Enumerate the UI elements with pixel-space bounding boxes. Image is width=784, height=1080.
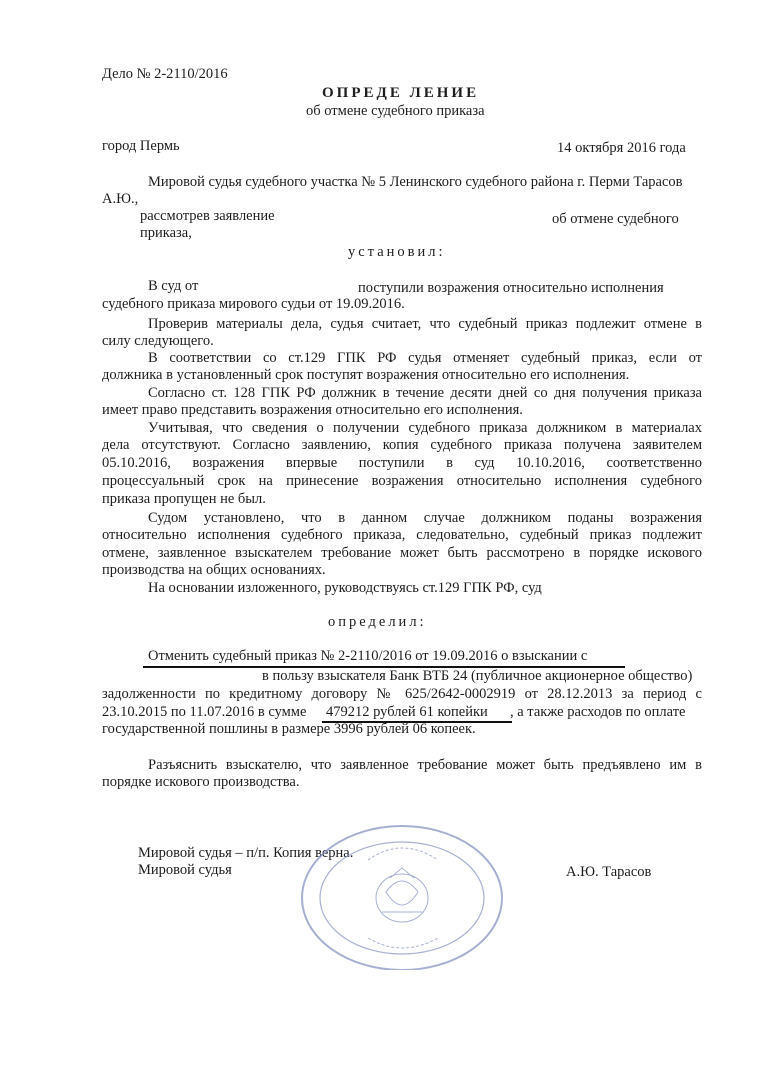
explain-line-1: Разъяснить взыскателю, что заявленное требование может быть предъявлено им в: [148, 757, 702, 773]
signature-name: А.Ю. Тарасов: [566, 864, 652, 880]
document-title: ОПРЕДЕ ЛЕНИЕ: [322, 85, 480, 101]
section-heading-opredelil: определил:: [328, 614, 427, 630]
paragraph-2-line-2: силу следующего.: [102, 333, 214, 349]
decision-line-3: задолженности по кредитному договору № 625/2642-0002919 от 28.12.2013 за период с: [102, 686, 702, 702]
intro-line-3a: рассмотрев заявление: [140, 208, 275, 224]
paragraph-3-line-1: В соответствии со ст.129 ГПК РФ судья отменяет судебный приказ, если от: [148, 350, 702, 366]
intro-line-2: А.Ю.,: [102, 191, 139, 207]
paragraph-6-line-3: отмене, заявленное взыскателем требование может быть рассмотрено в порядке искового: [102, 545, 702, 561]
paragraph-5-line-4: процессуальный срок на принесение возражения относительно исполнения судебного: [102, 473, 702, 489]
decision-line-4a: 23.10.2015 по 11.07.2016 в сумме: [102, 704, 307, 720]
paragraph-3-line-2: должника в установленный срок поступят возражения относительно его исполнения.: [102, 367, 630, 383]
paragraph-7: На основании изложенного, руководствуясь ст.129 ГПК РФ, суд: [148, 580, 542, 596]
court-seal-stamp-icon: [290, 820, 520, 970]
city: город Пермь: [102, 138, 180, 154]
paragraph-4-line-1: Согласно ст. 128 ГПК РФ должник в течение десяти дней со дня получения приказа: [148, 385, 702, 401]
paragraph-4-line-2: имеет право представить возражения относительно его исполнения.: [102, 402, 523, 418]
document-date: 14 октября 2016 года: [557, 140, 686, 156]
signature-left-line-2: Мировой судья: [138, 862, 232, 878]
paragraph-6-line-1: Судом установлено, что в данном случае должником поданы возражения: [148, 510, 702, 526]
intro-line-3b: об отмене судебного: [552, 211, 679, 227]
decision-line-4c: , а также расходов по оплате: [510, 704, 686, 720]
case-number: Дело № 2-2110/2016: [102, 66, 228, 82]
decision-line-1: Отменить судебный приказ № 2-2110/2016 от 19.09.2016 о взыскании с: [148, 648, 588, 664]
paragraph-5-line-1: Учитывая, что сведения о получении судебного приказа должником в материалах: [148, 420, 702, 436]
paragraph-6-line-2: относительно исполнения судебного приказа, следовательно, судебный приказ подлежит: [102, 527, 702, 543]
explain-line-2: порядке искового производства.: [102, 774, 300, 790]
paragraph-5-line-2: дела отсутствуют. Согласно заявлению, копия судебного приказа получена заявителем: [102, 437, 702, 453]
paragraph-6-line-4: производства на общих основаниях.: [102, 562, 326, 578]
paragraph-1-line-1b: поступили возражения относительно исполнения: [358, 280, 664, 296]
decision-amount: 479212 рублей 61 копейки: [326, 704, 488, 720]
signature-left-line-1: Мировой судья – п/п. Копия верна.: [138, 845, 354, 861]
paragraph-1-line-1a: В суд от: [148, 278, 199, 294]
paragraph-5-line-3: 05.10.2016, возражения впервые поступили в суд 10.10.2016, соответственно: [102, 455, 702, 471]
intro-line-4: приказа,: [140, 225, 192, 241]
intro-line-1: Мировой судья судебного участка № 5 Ленинского судебного района г. Перми Тарасов: [148, 174, 683, 190]
document-subtitle: об отмене судебного приказа: [306, 103, 485, 119]
paragraph-1-line-2: судебного приказа мирового судьи от 19.09.2016.: [102, 296, 405, 312]
paragraph-5-line-5: приказа пропущен не был.: [102, 491, 266, 507]
decision-line-2: в пользу взыскателя Банк ВТБ 24 (публичное акционерное общество): [262, 668, 693, 684]
paragraph-2-line-1: Проверив материалы дела, судья считает, что судебный приказ подлежит отмене в: [148, 316, 702, 332]
section-heading-ustanovil: установил:: [348, 244, 446, 260]
decision-line-5: государственной пошлины в размере 3996 рублей 06 копеек.: [102, 721, 476, 737]
